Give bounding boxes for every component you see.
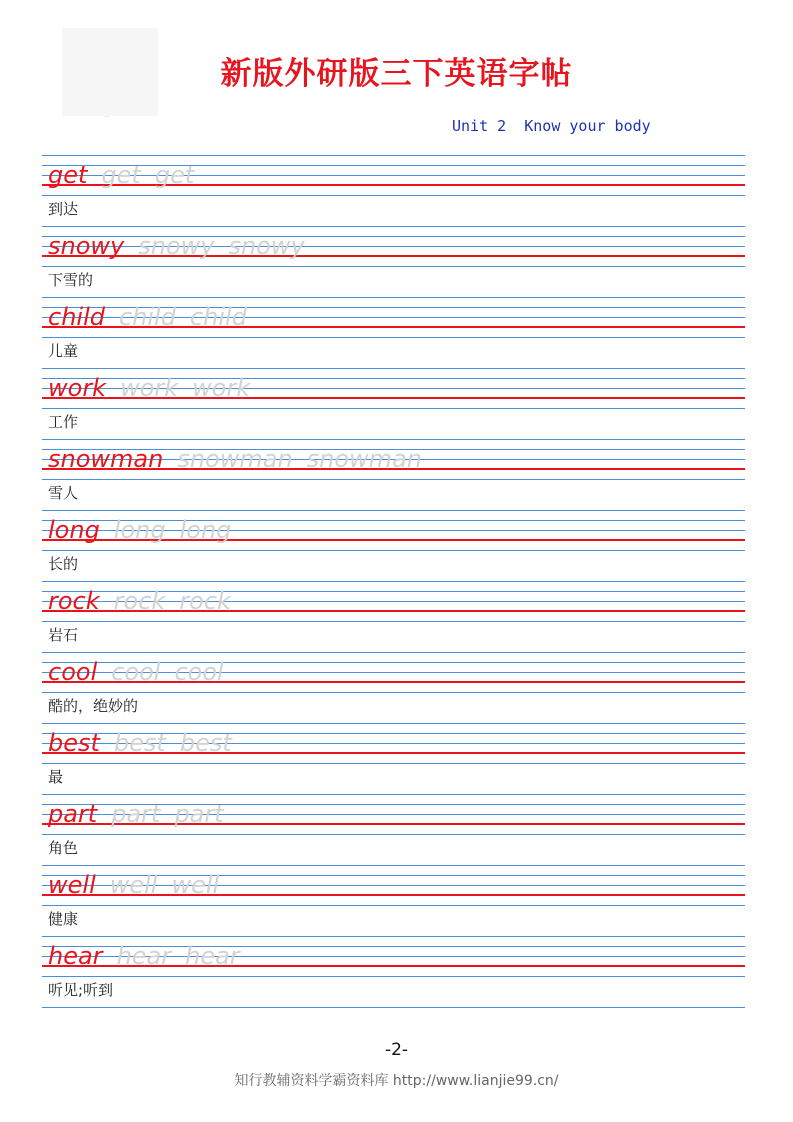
word-group: [48, 157, 208, 187]
word-group: [48, 938, 254, 968]
trace-word: hear: [116, 942, 172, 970]
word-group: [48, 299, 261, 329]
guide-line: [42, 155, 745, 156]
practice-row: [42, 510, 745, 581]
logo-mark: ...: [104, 112, 110, 119]
guide-line: [42, 439, 745, 440]
guide-line: [42, 479, 745, 480]
word-meaning: 健康: [48, 910, 79, 928]
trace-word: well: [171, 871, 220, 899]
word-meaning: 角色: [48, 839, 79, 857]
practice-row: [42, 297, 745, 368]
practice-row: [42, 865, 745, 936]
guide-line: [42, 510, 745, 511]
guide-line: [42, 905, 745, 906]
trace-word: best: [179, 729, 232, 757]
practice-row: [42, 155, 745, 226]
guide-line: [42, 763, 745, 764]
word-group: [48, 796, 238, 826]
practice-sheet: [42, 155, 745, 1008]
word-meaning: 儿童: [48, 342, 79, 360]
practice-word: well: [48, 871, 96, 899]
trace-word: get: [154, 161, 195, 189]
word-meaning: 听见;听到: [48, 981, 114, 999]
trace-word: work: [192, 374, 251, 402]
guide-line: [42, 266, 745, 267]
guide-line: [42, 936, 745, 937]
word-group: [48, 654, 238, 684]
word-meaning: 酷的，绝妙的: [48, 697, 139, 715]
practice-row: [42, 226, 745, 297]
word-meaning: 长的: [48, 555, 79, 573]
trace-word: rock: [179, 587, 231, 615]
practice-word: work: [48, 374, 107, 402]
trace-word: child: [189, 303, 247, 331]
guide-line: [42, 408, 745, 409]
trace-word: well: [109, 871, 158, 899]
word-group: [48, 512, 245, 542]
word-group: [48, 441, 436, 471]
practice-row: [42, 794, 745, 865]
trace-word: work: [120, 374, 179, 402]
guide-line: [42, 652, 745, 653]
trace-word: cool: [174, 658, 224, 686]
practice-row: [42, 439, 745, 510]
guide-line: [42, 865, 745, 866]
unit-subtitle: Unit 2 Know your body: [452, 117, 651, 135]
guide-line: [42, 976, 745, 977]
trace-word: part: [111, 800, 161, 828]
guide-line: [42, 723, 745, 724]
practice-word: long: [48, 516, 100, 544]
trace-word: rock: [113, 587, 166, 615]
practice-row: [42, 652, 745, 723]
trace-word: long: [113, 516, 166, 544]
guide-line: [42, 297, 745, 298]
closing-line: [42, 1007, 745, 1008]
practice-word: best: [48, 729, 100, 757]
guide-line: [42, 337, 745, 338]
word-meaning: 下雪的: [48, 271, 94, 289]
word-meaning: 工作: [48, 413, 79, 431]
word-group: [48, 725, 246, 755]
guide-line: [42, 195, 745, 196]
practice-word: rock: [48, 587, 100, 615]
practice-row: [42, 723, 745, 794]
practice-word: child: [48, 303, 105, 331]
page-number: -2-: [384, 1040, 409, 1060]
practice-row: [42, 936, 745, 1007]
practice-word: hear: [48, 942, 103, 970]
practice-word: snowy: [48, 232, 125, 260]
guide-line: [42, 581, 745, 582]
trace-word: get: [101, 161, 141, 189]
practice-word: snowman: [48, 445, 164, 473]
practice-word: cool: [48, 658, 98, 686]
page-title: 新版外研版三下英语字帖: [220, 56, 573, 92]
guide-line: [42, 368, 745, 369]
word-meaning: 最: [48, 768, 64, 786]
trace-word: snowman: [306, 445, 422, 473]
word-meaning: 雪人: [48, 484, 79, 502]
trace-word: hear: [185, 942, 240, 970]
footer-source: 知行教辅资料学霸资料库 http://www.lianjie99.cn/: [234, 1073, 559, 1089]
word-group: [48, 583, 245, 613]
trace-word: best: [113, 729, 166, 757]
guide-line: [42, 550, 745, 551]
word-group: [48, 867, 233, 897]
trace-word: long: [179, 516, 232, 544]
trace-word: child: [118, 303, 176, 331]
trace-word: cool: [111, 658, 161, 686]
practice-word: part: [48, 800, 98, 828]
guide-line: [42, 621, 745, 622]
trace-word: snowy: [228, 232, 305, 260]
guide-line: [42, 226, 745, 227]
guide-line: [42, 794, 745, 795]
trace-word: snowy: [138, 232, 215, 260]
practice-row: [42, 368, 745, 439]
guide-line: [42, 692, 745, 693]
word-group: [48, 370, 264, 400]
guide-line: [42, 834, 745, 835]
word-meaning: 到达: [48, 200, 79, 218]
word-meaning: 岩石: [48, 626, 79, 644]
word-group: [48, 228, 319, 258]
trace-word: part: [174, 800, 224, 828]
trace-word: snowman: [177, 445, 293, 473]
practice-row: [42, 581, 745, 652]
practice-word: get: [48, 161, 88, 189]
